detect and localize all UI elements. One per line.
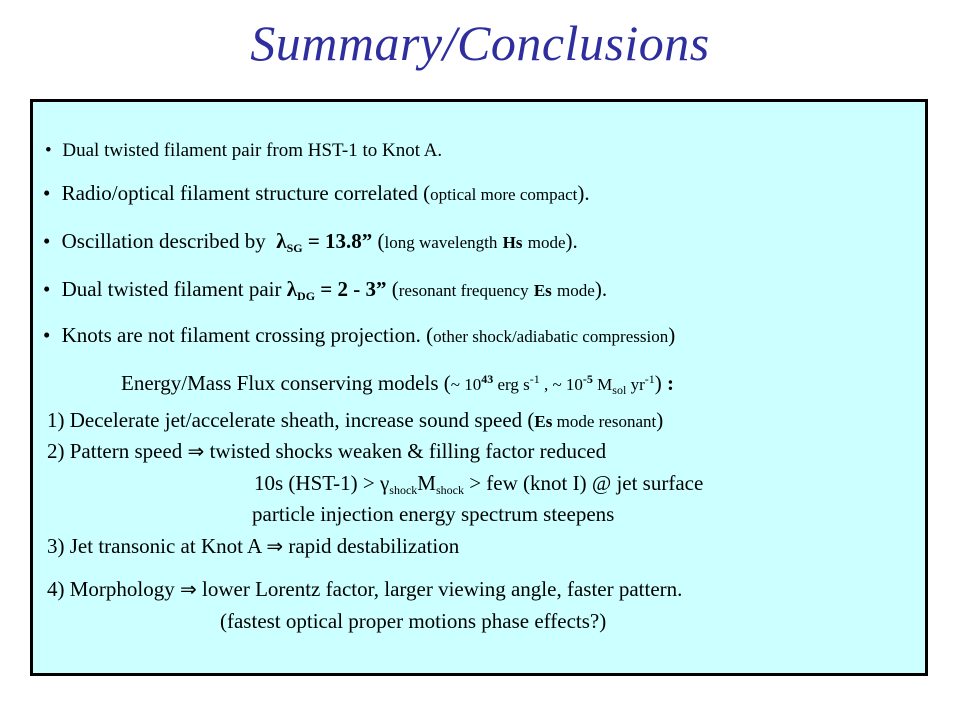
ratio-m: M bbox=[417, 471, 436, 495]
point-1 bbox=[47, 407, 663, 435]
energy-line bbox=[121, 366, 674, 403]
lambda-sg-subscript: SG bbox=[286, 241, 303, 255]
lambda-sg-symbol: λ bbox=[276, 229, 287, 253]
energy-yr: yr bbox=[626, 375, 645, 394]
point-4-result: lower Lorentz factor, larger viewing angle, faster pattern. bbox=[202, 577, 683, 601]
content-panel bbox=[30, 99, 928, 676]
gamma-shock-subscript: shock bbox=[389, 483, 418, 497]
ratio-text-1: 10s (HST-1) > γ bbox=[254, 471, 390, 495]
implies-arrow-icon: ⇒ bbox=[180, 577, 197, 601]
energy-text: Energy/Mass Flux conserving models ( bbox=[121, 371, 451, 395]
lambda-dg-value: = 2 - 3” bbox=[320, 277, 387, 301]
point-4-note bbox=[220, 608, 606, 634]
bullet-2-end: ). bbox=[577, 181, 590, 205]
energy-colon: : bbox=[661, 371, 674, 395]
bullet-4-text: Dual twisted filament pair bbox=[61, 277, 282, 301]
bullet-4 bbox=[43, 276, 607, 309]
lambda-sg-value: = 13.8” bbox=[307, 229, 373, 253]
energy-approx-2: , ~ 10 bbox=[539, 375, 583, 394]
point-1-end: ) bbox=[656, 408, 664, 432]
es-mode-label: Es bbox=[533, 281, 552, 300]
lambda-dg-symbol: λ bbox=[286, 277, 298, 301]
implies-arrow-icon: ⇒ bbox=[266, 534, 284, 558]
bullet-3-note: long wavelength bbox=[384, 233, 498, 252]
bullet-1 bbox=[45, 138, 442, 164]
hs-mode-label: Hs bbox=[502, 233, 523, 252]
bullet-5-text: Knots are not filament crossing projection. ( bbox=[61, 323, 434, 347]
energy-unit-1: erg s bbox=[493, 375, 530, 394]
point-2-text: 2) Pattern speed bbox=[47, 439, 183, 463]
bullet-3-text: Oscillation described by bbox=[61, 229, 266, 253]
bullet-3-paren: ( bbox=[372, 229, 385, 253]
point-4 bbox=[47, 576, 682, 602]
point-3 bbox=[47, 533, 459, 559]
bullet-4-note: resonant frequency bbox=[398, 281, 529, 300]
point-4-note-text: (fastest optical proper motions phase effects?) bbox=[220, 609, 607, 633]
point-1-text: 1) Decelerate jet/accelerate sheath, increase sound speed ( bbox=[47, 408, 535, 432]
bullet-4-end: ). bbox=[594, 277, 608, 301]
point-2-result: twisted shocks weaken & filling factor reduced bbox=[209, 439, 607, 463]
energy-m: M bbox=[592, 375, 613, 394]
bullet-4-paren: ( bbox=[386, 277, 399, 301]
bullet-3-mode-word: mode bbox=[527, 233, 566, 252]
point-3-text: 3) Jet transonic at Knot A bbox=[47, 534, 262, 558]
bullet-5-end: ) bbox=[668, 323, 676, 347]
bullet-4-mode-word: mode bbox=[557, 281, 595, 300]
bullet-3 bbox=[43, 228, 578, 261]
ratio-text-3: > few (knot I) @ jet surface bbox=[463, 471, 704, 495]
energy-approx-1: ~ 10 bbox=[450, 375, 482, 394]
point-2 bbox=[47, 438, 606, 464]
bullet-5-note: other shock/adiabatic compression bbox=[433, 327, 669, 346]
point-2-ratio bbox=[254, 470, 703, 503]
implies-arrow-icon: ⇒ bbox=[187, 439, 205, 463]
point-3-result: rapid destabilization bbox=[288, 534, 460, 558]
bullet-3-end: ). bbox=[565, 229, 578, 253]
energy-exp-neg-1b: -1 bbox=[644, 372, 655, 386]
energy-exp-1: 43 bbox=[481, 372, 494, 386]
mach-shock-subscript: shock bbox=[435, 483, 464, 497]
page-title: Summary/Conclusions bbox=[250, 15, 710, 71]
spectrum-text: particle injection energy spectrum steepens bbox=[252, 502, 615, 526]
energy-exp-2: -5 bbox=[582, 372, 593, 386]
energy-paren-close: ) bbox=[654, 371, 662, 395]
bullet-2-note: optical more compact bbox=[430, 185, 578, 204]
lambda-dg-subscript: DG bbox=[297, 289, 316, 303]
bullet-1-text: Dual twisted filament pair from HST-1 to Knot A. bbox=[62, 140, 443, 161]
bullet-5 bbox=[43, 322, 675, 350]
point-4-text: 4) Morphology bbox=[47, 577, 175, 601]
point-2-spectrum bbox=[252, 501, 614, 527]
bullet-2 bbox=[43, 180, 590, 208]
energy-exp-neg-1: -1 bbox=[529, 372, 540, 386]
point-1-es: Es bbox=[534, 412, 553, 431]
point-1-note: mode resonant bbox=[552, 412, 657, 431]
bullet-2-text: Radio/optical filament structure correlated ( bbox=[61, 181, 431, 205]
energy-sol-subscript: sol bbox=[612, 383, 627, 397]
